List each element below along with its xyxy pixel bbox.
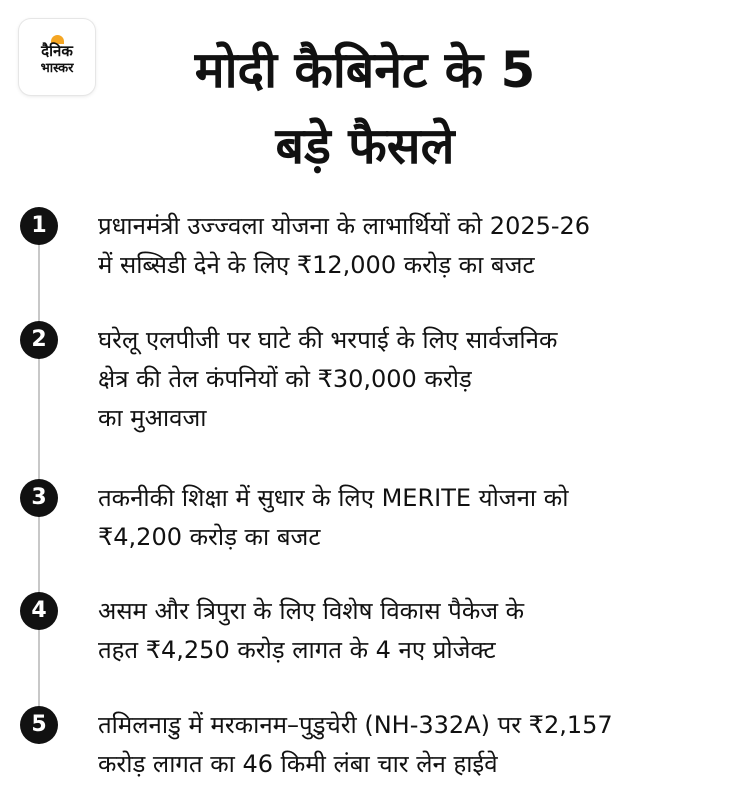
decision-text-line: में सब्सिडी देने के लिए ₹12,000 करोड़ का बजट xyxy=(98,251,535,279)
decision-text-line: तमिलनाडु में मरकानम–पुडुचेरी (NH-332A) पर ₹2,157 xyxy=(98,711,613,739)
decision-text-line: तहत ₹4,250 करोड़ लागत के 4 नए प्रोजेक्ट xyxy=(98,636,496,664)
decision-text-line: क्षेत्र की तेल कंपनियों को ₹30,000 करोड़ xyxy=(98,365,472,393)
page-title xyxy=(100,32,630,184)
decision-text-line: ₹4,200 करोड़ का बजट xyxy=(98,523,321,551)
title-line1: मोदी कैबिनेट के 5 xyxy=(194,41,536,99)
decision-text xyxy=(98,207,718,285)
number-badge: 4 xyxy=(20,592,58,630)
decision-text-line: असम और त्रिपुरा के लिए विशेष विकास पैकेज के xyxy=(98,597,525,625)
decision-text-line: घरेलू एलपीजी पर घाटे की भरपाई के लिए सार्वजनिक xyxy=(98,326,558,354)
title-line2: बड़े फैसले xyxy=(275,117,455,175)
decision-text xyxy=(98,321,718,438)
logo-text-line2: भास्कर xyxy=(40,61,74,76)
number-badge: 1 xyxy=(20,207,58,245)
number-badge: 2 xyxy=(20,321,58,359)
logo-text-line1: दैनिक xyxy=(41,42,73,60)
decision-text-line: प्रधानमंत्री उज्ज्वला योजना के लाभार्थियों को 2025-26 xyxy=(98,212,591,240)
decision-text-line: का मुआवजा xyxy=(98,404,207,432)
number-badge: 3 xyxy=(20,479,58,517)
decision-text xyxy=(98,706,718,784)
decision-text xyxy=(98,479,718,557)
decision-text-line: तकनीकी शिक्षा में सुधार के लिए MERITE योजना को xyxy=(98,484,569,512)
dainik-bhaskar-logo xyxy=(19,19,95,95)
number-badge: 5 xyxy=(20,706,58,744)
decision-text-line: करोड़ लागत का 46 किमी लंबा चार लेन हाईवे xyxy=(98,750,498,778)
decision-text xyxy=(98,592,718,670)
